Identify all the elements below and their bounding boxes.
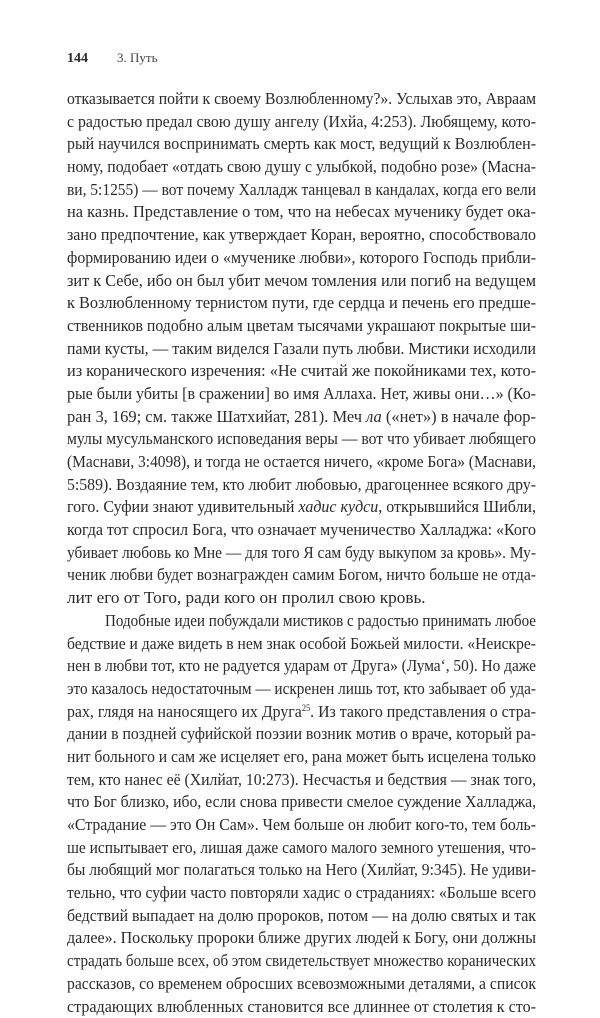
text-line: с радостью предал свою душу ангелу (Ихйа, 4:253). Любящему, кото- <box>67 111 536 134</box>
text-line: рах, глядя на наносящего их Друга$^{25}$. Из такого представления о стра- <box>67 701 536 724</box>
text-line: нит больного и сам же исцеляет его, рана может быть исцелена только <box>67 746 536 769</box>
footnote-ref[interactable]: 25 <box>302 703 310 713</box>
italic-term: хадис кудси <box>298 497 378 516</box>
text-line: из коранического изречения: «Не считай же покойниками тех, кото- <box>67 360 536 383</box>
text-line: что Бог близко, ибо, если снова привести смелое суждение Халладжа, <box>67 791 536 814</box>
text-line: рый научился воспринимать смерть как мост, ведущий к Возлюблен- <box>67 133 536 156</box>
text-line: пами кусты, — таким виделся Газали путь любви. Мистики исходили <box>67 338 536 361</box>
text-line: мулы мусульманского исповедания веры — вот что убивает любящего <box>67 428 536 451</box>
text-line: ше испытывает его, лишая даже самого малого земного утешения, что- <box>67 837 536 860</box>
text-line: тем, кто нанес её (Хилйат, 10:273). Несчастья и бедствия — знак того, <box>67 769 536 792</box>
text-line: когда тот спросил Бога, что означает мученичество Халладжа: «Кого <box>67 519 536 542</box>
text-line: к Возлюбленному тернистом пути, где сердца и печень его предше- <box>67 292 536 315</box>
text-line: (Маснави, 3:4098), и тогда не остается ничего, «кроме Бога» (Маснави, <box>67 451 536 474</box>
text-line: бы любящий мог полагаться только на Него (Хилйат, 9:345). Не удиви- <box>67 859 536 882</box>
text-line: 5:589). Воздаяние тем, кто любит любовью, драгоценнее всякого дру- <box>67 474 536 497</box>
text-line: ному, подобает «отдать свою душу с улыбкой, подобно розе» (Масна- <box>67 156 536 179</box>
text-line: Подобные идеи побуждали мистиков с радостью принимать любое <box>67 610 536 633</box>
text-line: страдающих влюбленных становится все длиннее от столетия к сто- <box>67 996 536 1018</box>
text-line: убивает любовь ко Мне — для того Я сам буду выкупом за кровь». Му- <box>67 542 536 565</box>
text-line: зано предпочтение, как утверждает Коран, вероятно, способствовало <box>67 224 536 247</box>
text-line: отказывается пойти к своему Возлюбленному?». Услыхав это, Авраам <box>67 88 536 111</box>
text-line: ви, 5:1255) — вот почему Халладж танцевал в кандалах, когда его вели <box>67 179 536 202</box>
italic-term: ла <box>366 407 382 426</box>
text-line: на казнь. Представление о том, что на небесах мученику будет ока- <box>67 201 536 224</box>
text-line: формированию идеи о «мученике любви», которого Господь прибли- <box>67 247 536 270</box>
text-line: рые были убиты [в сражении] во имя Аллаха. Нет, живы они…» (Ко- <box>67 383 536 406</box>
chapter-title: 3. Путь <box>117 50 158 66</box>
body-text <box>67 88 536 1018</box>
text-line: страдать больше всех, об этом свидетельствует множество коранических <box>67 950 536 973</box>
text-line: рассказов, со временем обросших всевозможными деталями, а список <box>67 973 536 996</box>
text-line: гого. Суфии знают удивительный хадис кудси, открывшийся Шибли, <box>67 496 536 519</box>
text-line: ственников подобно алым цветам тысячами украшают покрытые ши- <box>67 315 536 338</box>
text-line: лит его от Того, ради кого он пролил свою кровь. <box>67 587 536 610</box>
text-line: «Страдание — это Он Сам». Чем больше он любит кого-то, тем боль- <box>67 814 536 837</box>
text-line: это казалось недостаточным — искренен лишь тот, кто забывает об уда- <box>67 678 536 701</box>
text-line: зит к Себе, ибо он был убит мечом томления или погиб на ведущем <box>67 270 536 293</box>
text-line: бедствий выпадает на долю пророков, потом — на долю святых и так <box>67 905 536 928</box>
text-line: нен в любви тот, кто не радуется ударам от Друга» (Лума‘, 50). Но даже <box>67 655 536 678</box>
page-number: 144 <box>67 51 117 67</box>
text-line: бедствие и даже видеть в нем знак особой Божьей милости. «Неискре- <box>67 633 536 656</box>
running-head <box>67 50 158 67</box>
text-line: ран 3, 169; см. также Шатхийат, 281). Меч ла («нет») в начале фор- <box>67 406 536 429</box>
text-line: дании в поздней суфийской поэзии возник мотив о враче, который ра- <box>67 723 536 746</box>
text-line: тельно, что суфии часто повторяли хадис о страданиях: «Больше всего <box>67 882 536 905</box>
text-line: ченик любви будет вознагражден самим Богом, ничто больше не отда- <box>67 564 536 587</box>
text-line: далее». Поскольку пророки ближе других людей к Богу, они должны <box>67 927 536 950</box>
